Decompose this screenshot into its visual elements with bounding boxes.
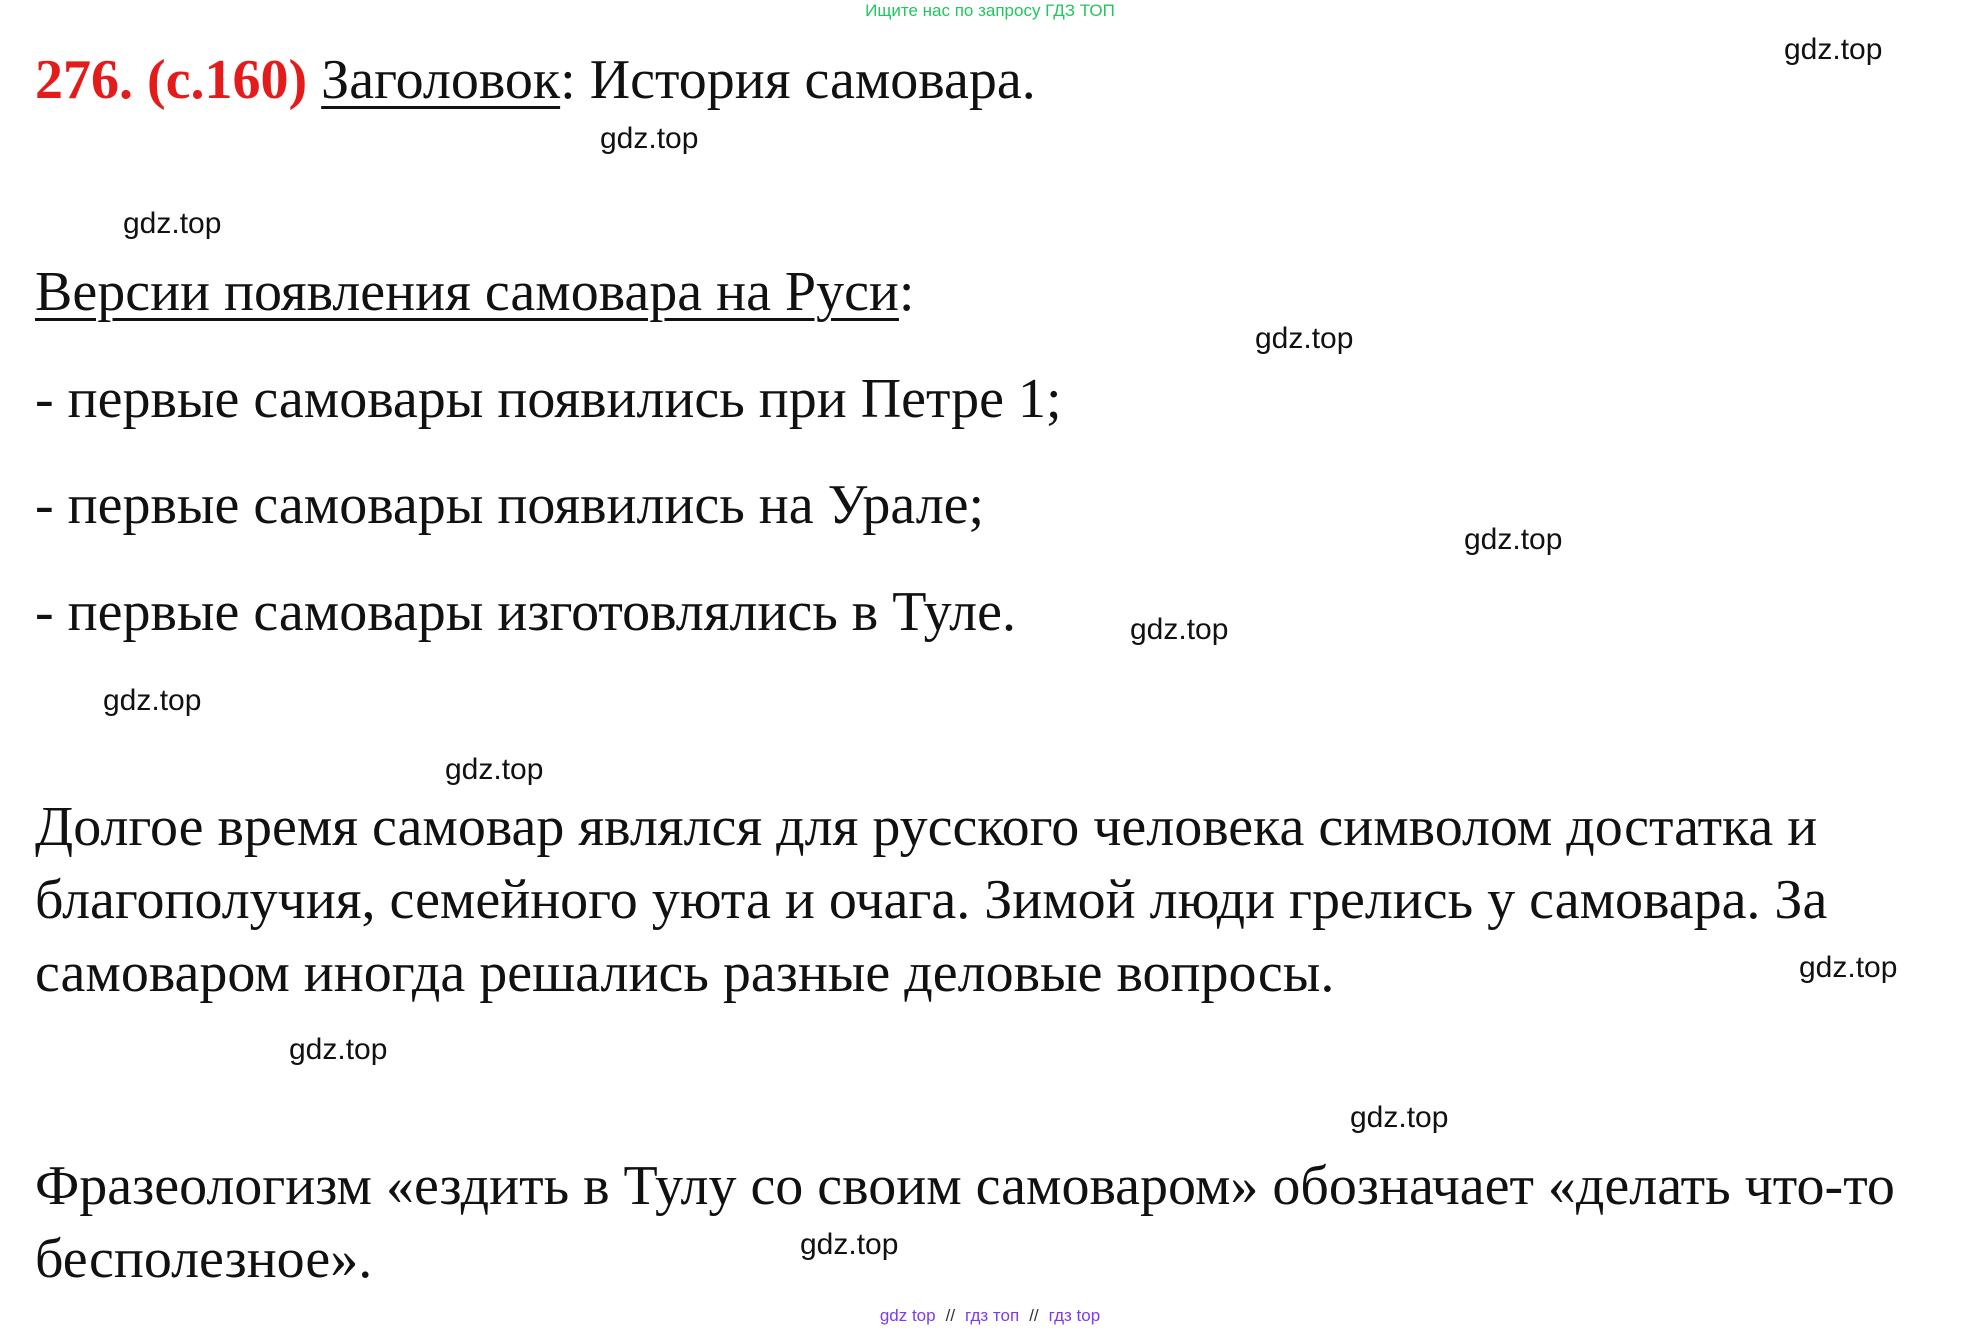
paragraph-phraseologism: Фразеологизм «ездить в Тулу со своим самоваром» обозначает «делать что-то бесполезное». bbox=[35, 1155, 1895, 1290]
footer-link-gdz-top-mixed[interactable]: гдз top bbox=[1048, 1306, 1101, 1325]
versions-colon: : bbox=[898, 261, 915, 323]
search-hint: Ищите нас по запросу ГДЗ ТОП bbox=[865, 1, 1115, 20]
footer-separator: // bbox=[945, 1306, 956, 1325]
versions-heading bbox=[35, 252, 914, 332]
heading-label: Заголовок bbox=[321, 49, 561, 111]
footer-links bbox=[0, 1306, 1980, 1326]
footer-link-gdz-top[interactable]: gdz top bbox=[879, 1306, 936, 1325]
watermark: gdz.top bbox=[1255, 322, 1354, 355]
version-item-2: - первые самовары появились на Урале; bbox=[35, 474, 985, 536]
version-item-3: - первые самовары изготовлялись в Туле. bbox=[35, 581, 1016, 643]
watermark: gdz.top bbox=[289, 1033, 388, 1066]
watermark: gdz.top bbox=[800, 1228, 899, 1261]
version-item-1: - первые самовары появились при Петре 1; bbox=[35, 368, 1062, 430]
footer-separator: // bbox=[1029, 1306, 1039, 1325]
task-heading bbox=[35, 40, 1036, 120]
watermark: gdz.top bbox=[445, 753, 544, 786]
watermark: gdz.top bbox=[1350, 1101, 1449, 1134]
footer-link-gdz-top-ru[interactable]: гдз топ bbox=[965, 1306, 1020, 1325]
watermark: gdz.top bbox=[103, 684, 202, 717]
versions-label: Версии появления самовара на Руси bbox=[35, 261, 899, 323]
watermark: gdz.top bbox=[1464, 523, 1563, 556]
heading-colon: : bbox=[560, 49, 576, 111]
watermark: gdz.top bbox=[1784, 33, 1883, 66]
watermark: gdz.top bbox=[123, 207, 222, 240]
heading-title: История самовара. bbox=[575, 49, 1036, 111]
task-number: 276. (с.160) bbox=[35, 49, 308, 111]
watermark: gdz.top bbox=[600, 122, 699, 155]
watermark: gdz.top bbox=[1799, 951, 1898, 984]
watermark: gdz.top bbox=[1130, 613, 1229, 646]
paragraph-samovar-symbol: Долгое время самовар являлся для русского человека символом достатка и благополучия, семейного уюта и очага. Зимой люди грелись у самовара. За самоваром иногда решались разные деловые вопросы. bbox=[35, 796, 1828, 1004]
